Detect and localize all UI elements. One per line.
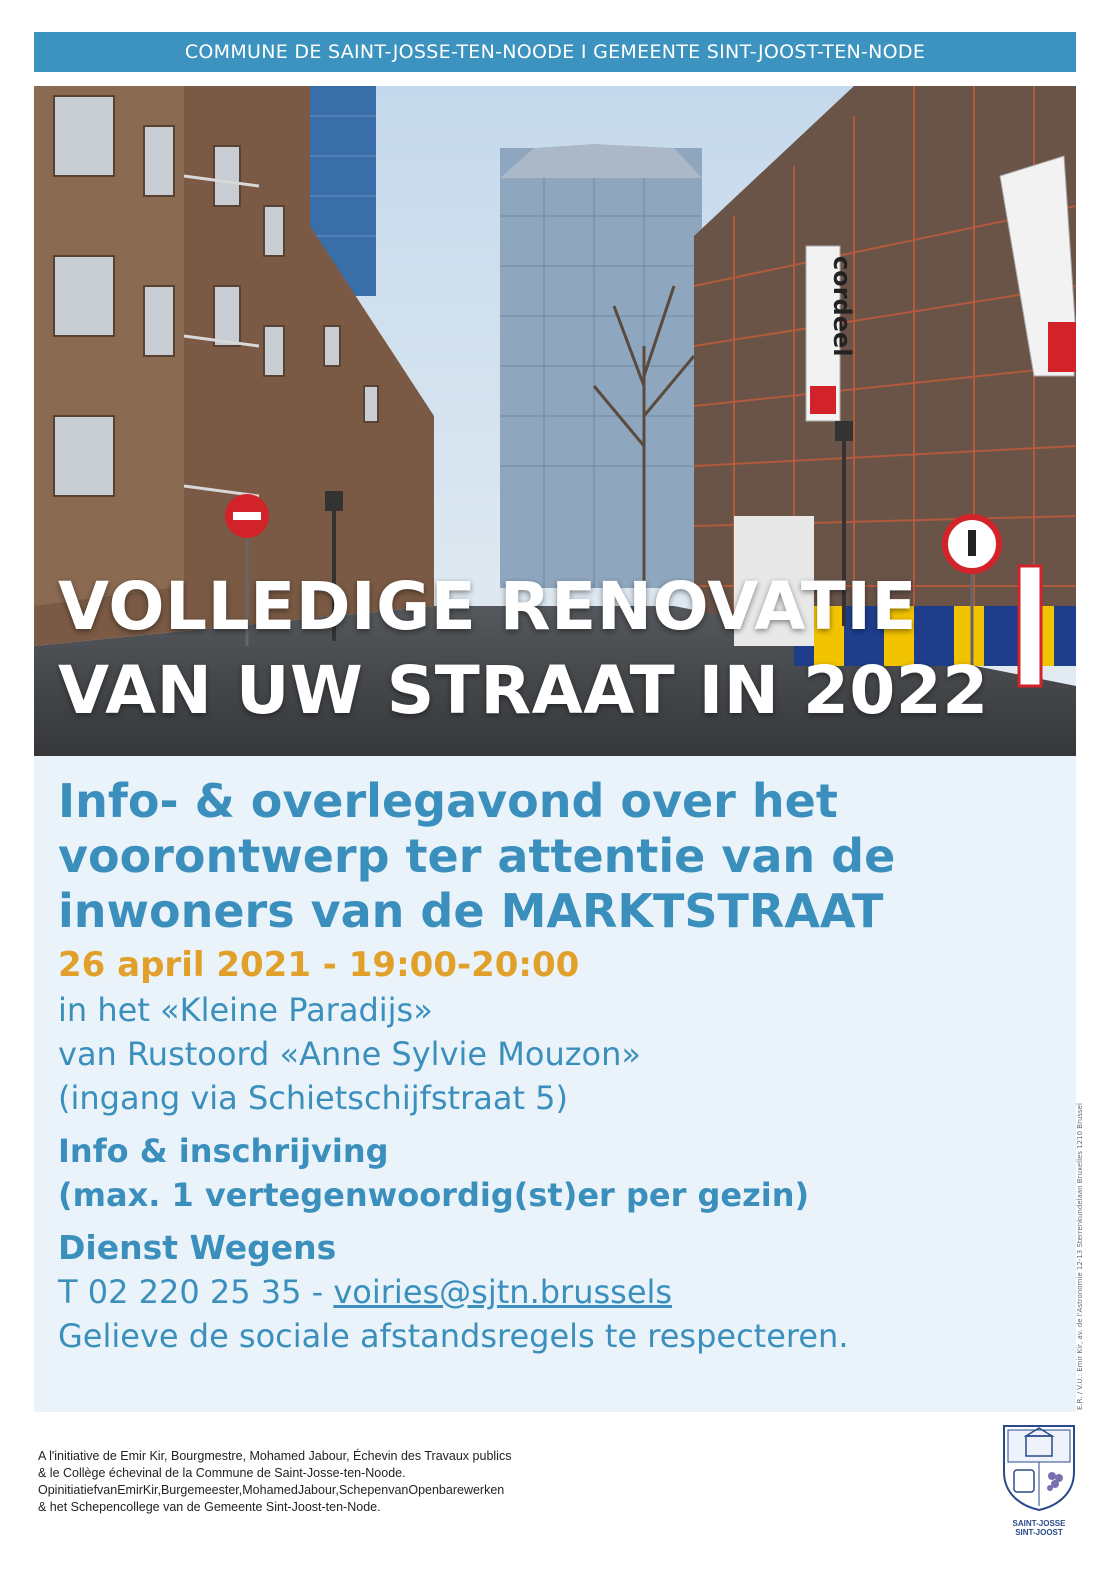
email-link[interactable]: voiries@sjtn.brussels <box>333 1273 673 1311</box>
footer-credits <box>38 1448 511 1516</box>
event-title <box>58 774 1058 939</box>
headline <box>58 565 989 733</box>
event-title-line-1: Info- & overlegavond over het <box>58 774 838 828</box>
commune-logo <box>1002 1422 1076 1537</box>
logo-caption <box>1002 1519 1076 1537</box>
registration-note: (max. 1 vertegenwoordig(st)er per gezin) <box>58 1176 810 1214</box>
event-title-line-3: inwoners van de MARKTSTRAAT <box>58 884 884 938</box>
contact-line <box>58 1270 672 1314</box>
service-name: Dienst Wegens <box>58 1228 337 1267</box>
footer-line-1: A l'initiative de Emir Kir, Bourgmestre, Mohamed Jabour, Échevin des Travaux publics <box>38 1449 512 1463</box>
event-title-line-2: voorontwerp ter attentie van de <box>58 829 896 883</box>
registration-title: Info & inschrijving <box>58 1132 389 1170</box>
distancing-note: Gelieve de sociale afstandsregels te respecteren. <box>58 1317 849 1355</box>
event-date: 26 april 2021 - 19:00-20:00 <box>58 945 580 985</box>
headline-line-1: VOLLEDIGE RENOVATIE <box>58 568 917 645</box>
banner-text: COMMUNE DE SAINT-JOSSE-TEN-NOODE I GEMEENTE SINT-JOOST-TEN-NODE <box>184 41 926 63</box>
commune-banner <box>34 32 1076 72</box>
logo-caption-line-1: SAINT-JOSSE <box>1012 1519 1066 1528</box>
info-panel <box>34 756 1076 1412</box>
footer-line-2: & le Collège échevinal de la Commune de Saint-Josse-ten-Noode. <box>38 1466 406 1480</box>
logo-caption-line-2: SINT-JOOST <box>1015 1528 1063 1537</box>
flag-text: cordeel <box>828 256 856 357</box>
office-tower <box>500 148 702 588</box>
headline-line-2: VAN UW STRAAT IN 2022 <box>58 652 989 729</box>
phone-number: T 02 220 25 35 - <box>58 1273 334 1311</box>
location-line-2: van Rustoord «Anne Sylvie Mouzon» <box>58 1035 641 1073</box>
location-line-3: (ingang via Schietschijfstraat 5) <box>58 1079 569 1117</box>
footer-line-3: OpinitiatiefvanEmirKir,Burgemeester,MohamedJabour,SchepenvanOpenbarewerken <box>38 1483 505 1497</box>
footer-line-4: & het Schepencollege van de Gemeente Sint-Joost-ten-Node. <box>38 1500 381 1514</box>
location-line-1: in het «Kleine Paradijs» <box>58 991 433 1029</box>
coat-of-arms-icon <box>1002 1422 1076 1512</box>
publisher-note: E.R. / V.U.: Emir Kir, av. de l'Astronomie 12-13 Sterrenkundelaan Bruxelles 1210 Brussel <box>1076 1103 1084 1410</box>
